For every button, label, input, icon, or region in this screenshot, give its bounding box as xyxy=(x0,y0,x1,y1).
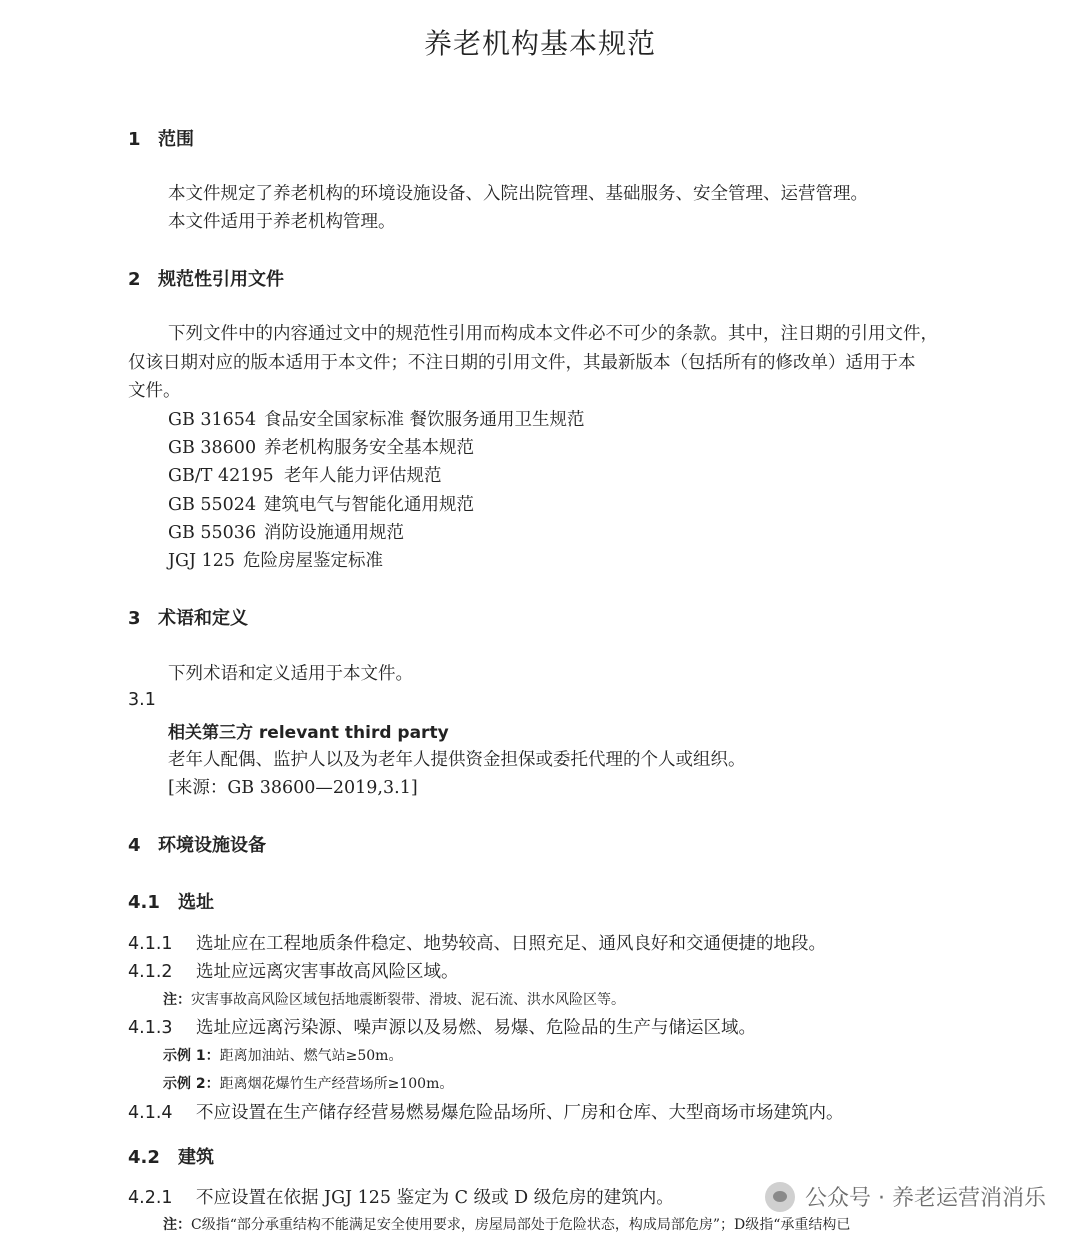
subsection-4-1-heading: 4.1 选址 xyxy=(128,892,214,913)
reference-item: GB 38600 养老机构服务安全基本规范 xyxy=(168,438,474,458)
section-1-heading xyxy=(128,125,194,151)
section-title: 规范性引用文件 xyxy=(158,269,284,290)
subsection-4-2-heading: 4.2 建筑 xyxy=(128,1147,214,1168)
note: 注：灾害事故高风险区域包括地震断裂带、滑坡、泥石流、洪水风险区等。 xyxy=(163,992,625,1008)
paragraph-line: 文件。 xyxy=(128,381,181,401)
reference-item: GB 55036 消防设施通用规范 xyxy=(168,523,404,543)
wechat-logo-icon xyxy=(765,1182,795,1212)
paragraph-line: 仅该日期对应的版本适用于本文件；不注日期的引用文件，其最新版本（包括所有的修改单）适用于本 xyxy=(128,353,916,373)
section-number: 2 xyxy=(128,269,141,290)
paragraph: 下列术语和定义适用于本文件。 xyxy=(168,664,413,684)
clause-4-1-2: 4.1.2 选址应远离灾害事故高风险区域。 xyxy=(128,962,459,982)
term-definition: 老年人配偶、监护人以及为老年人提供资金担保或委托代理的个人或组织。 xyxy=(168,750,746,770)
section-3-heading xyxy=(128,604,248,630)
term-number: 3.1 xyxy=(128,690,156,710)
section-2-heading xyxy=(128,265,284,291)
clause-4-2-1: 4.2.1 不应设置在依据 JGJ 125 鉴定为 C 级或 D 级危房的建筑内。 xyxy=(128,1188,674,1208)
clause-4-1-1: 4.1.1 选址应在工程地质条件稳定、地势较高、日照充足、通风良好和交通便捷的地段。 xyxy=(128,934,826,954)
paragraph: 本文件规定了养老机构的环境设施设备、入院出院管理、基础服务、安全管理、运营管理。 xyxy=(168,184,868,204)
watermark-text: 公众号 · 养老运营消消乐 xyxy=(805,1186,1046,1211)
section-number: 1 xyxy=(128,129,141,150)
clause-4-1-4: 4.1.4 不应设置在生产储存经营易燃易爆危险品场所、厂房和仓库、大型商场市场建筑内。 xyxy=(128,1103,844,1123)
term-title: 相关第三方 relevant third party xyxy=(168,723,449,743)
wechat-watermark xyxy=(765,1181,1046,1212)
reference-item: GB 31654 食品安全国家标准 餐饮服务通用卫生规范 xyxy=(168,410,585,430)
document-title: 养老机构基本规范 xyxy=(423,27,656,60)
section-title: 术语和定义 xyxy=(158,608,248,629)
section-title: 环境设施设备 xyxy=(158,835,266,856)
clause-4-1-3: 4.1.3 选址应远离污染源、噪声源以及易燃、易爆、危险品的生产与储运区域。 xyxy=(128,1018,756,1038)
section-4-heading xyxy=(128,831,266,857)
section-title: 范围 xyxy=(158,129,194,150)
note: 注：C级指“部分承重结构不能满足安全使用要求，房屋局部处于危险状态，构成局部危房”；D级指“承重结构已 xyxy=(163,1217,851,1233)
paragraph-line: 下列文件中的内容通过文中的规范性引用而构成本文件必不可少的条款。其中，注日期的引用文件， xyxy=(168,324,938,344)
example-2: 示例 2：距离烟花爆竹生产经营场所≥100m。 xyxy=(163,1076,454,1092)
term-source: [来源：GB 38600—2019,3.1] xyxy=(168,778,418,798)
example-1: 示例 1：距离加油站、燃气站≥50m。 xyxy=(163,1048,403,1064)
section-number: 3 xyxy=(128,608,141,629)
reference-item: JGJ 125 危险房屋鉴定标准 xyxy=(168,551,383,571)
reference-item: GB/T 42195 老年人能力评估规范 xyxy=(168,466,442,486)
section-number: 4 xyxy=(128,835,141,856)
paragraph: 本文件适用于养老机构管理。 xyxy=(168,212,396,232)
reference-item: GB 55024 建筑电气与智能化通用规范 xyxy=(168,495,474,515)
